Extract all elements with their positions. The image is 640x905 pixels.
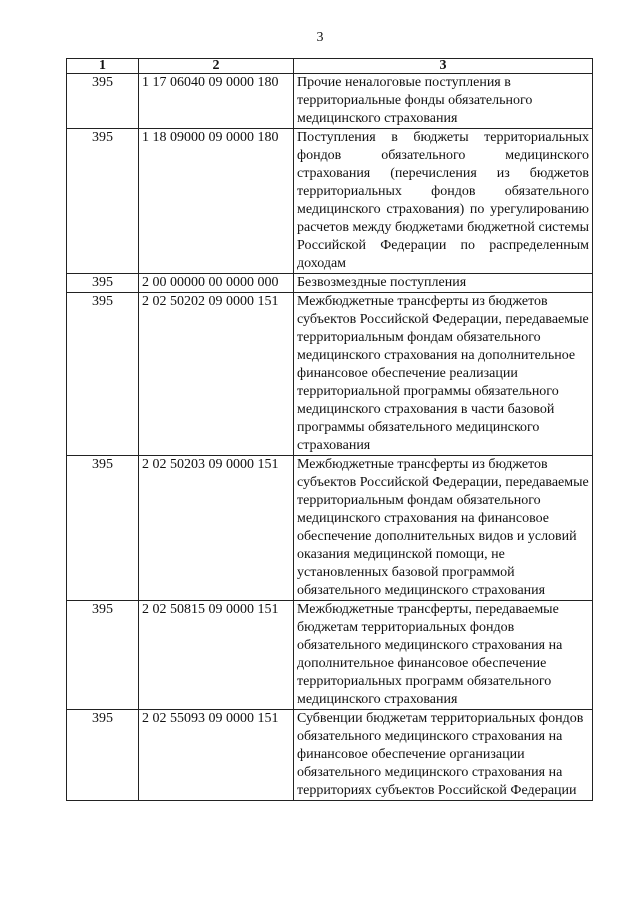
header-col-3: 3	[294, 59, 593, 74]
budget-code-cell: 2 02 55093 09 0000 151	[139, 710, 294, 801]
budget-code-cell: 1 17 06040 09 0000 180	[139, 74, 294, 129]
table-header-row	[67, 59, 593, 74]
income-name-cell: Прочие неналоговые поступления в территориальные фонды обязательного медицинского страхования	[294, 74, 593, 129]
budget-code-cell: 2 02 50203 09 0000 151	[139, 456, 294, 601]
table-row	[67, 601, 593, 710]
admin-code-cell: 395	[67, 710, 139, 801]
income-name-cell: Межбюджетные трансферты из бюджетов субъектов Российской Федерации, передаваемые территориальным фондам обязательного медицинского страхования на дополнительное финансовое обеспечение реализации территориальной программы обязательного медицинского страхования в части базовой программы обязательного медицинского страхования	[294, 293, 593, 456]
page-number: 3	[316, 30, 324, 45]
admin-code-cell: 395	[67, 274, 139, 293]
income-name-cell: Безвозмездные поступления	[294, 274, 593, 293]
header-col-2: 2	[139, 59, 294, 74]
table-row	[67, 274, 593, 293]
budget-codes-table	[66, 58, 593, 801]
table-row	[67, 129, 593, 274]
budget-code-cell: 1 18 09000 09 0000 180	[139, 129, 294, 274]
income-name-cell: Межбюджетные трансферты из бюджетов субъектов Российской Федерации, передаваемые территориальным фондам обязательного медицинского страхования на финансовое обеспечение дополнительных видов и условий оказания медицинской помощи, не установленных базовой программой обязательного медицинского страхования	[294, 456, 593, 601]
header-col-1: 1	[67, 59, 139, 74]
income-name-cell: Поступления в бюджеты территориальных фондов обязательного медицинского страхования (перечисления из бюджетов территориальных фондов обязательного медицинского страхования) по урегулированию расчетов между бюджетами бюджетной системы Российской Федерации по распределенным доходам	[294, 129, 593, 274]
table-row	[67, 293, 593, 456]
table-row	[67, 456, 593, 601]
table-row	[67, 74, 593, 129]
table-row	[67, 710, 593, 801]
admin-code-cell: 395	[67, 456, 139, 601]
budget-code-cell: 2 00 00000 00 0000 000	[139, 274, 294, 293]
income-name-cell: Субвенции бюджетам территориальных фондов обязательного медицинского страхования на финансовое обеспечение организации обязательного медицинского страхования на территориях субъектов Российской Федерации	[294, 710, 593, 801]
admin-code-cell: 395	[67, 293, 139, 456]
budget-code-cell: 2 02 50815 09 0000 151	[139, 601, 294, 710]
admin-code-cell: 395	[67, 601, 139, 710]
budget-code-cell: 2 02 50202 09 0000 151	[139, 293, 294, 456]
income-name-cell: Межбюджетные трансферты, передаваемые бюджетам территориальных фондов обязательного медицинского страхования на дополнительное финансовое обеспечение территориальных программ обязательного медицинского страхования	[294, 601, 593, 710]
admin-code-cell: 395	[67, 74, 139, 129]
admin-code-cell: 395	[67, 129, 139, 274]
